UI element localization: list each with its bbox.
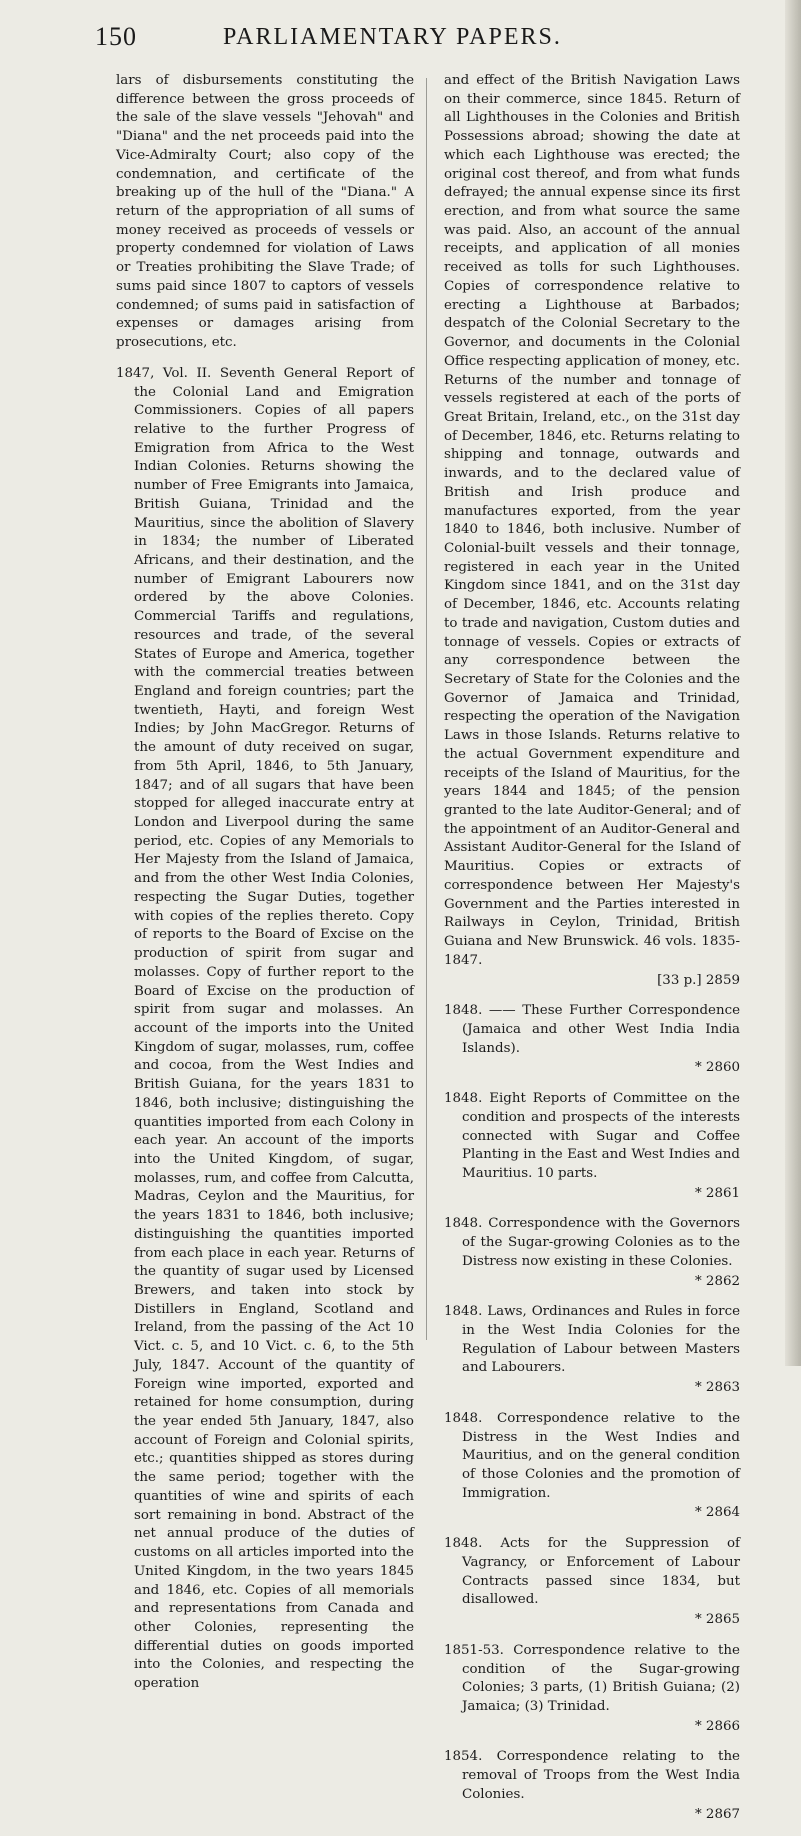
entry-text: 1848. Eight Reports of Committee on the condition and prospects of the interests connected with Sugar and Coffee Planting in the East and West Indies and Mauritius. 10 parts. [444,1091,740,1181]
entry-ref: * 2862 [694,1273,740,1289]
entry-text: 1848. Laws, Ordinances and Rules in force in the West India Colonies for the Regulation of Labour between Masters and Labourers. [444,1304,740,1376]
right-continuation-text: and effect of the British Navigation Laws on their commerce, since 1845. Return of all Lighthouses in the Colonies and British Possessions abroad; showing the date at which each Lighthouse was erected; the original cost thereof, and from what funds defrayed; the annual expense since its first erection, and from what source the same was paid. Also, an account of the annual receipts, and application of all monies received as tolls for such Lighthouses. Copies of correspondence relative to erecting a Lighthouse at Barbados; despatch of the Colonial Secretary to the Governor, and documents in the Colonial Office respecting application of money, etc. Returns of the number and tonnage of vessels registered at each of the ports of Great Britain, Ireland, etc., on the 31st day of December, 1846, etc. Returns relating to shipping and tonnage, outwards and inwards, and to the declared value of British and Irish produce and manufactures exported, from the year 1840 to 1846, both inclusive. Number of Colonial-built vessels and their tonnage, registered in each year in the United Kingdom since 1841, and on the 31st day of December, 1846, etc. Accounts relating to trade and navigation, Custom duties and tonnage of vessels. Copies or extracts of any correspondence between the Secretary of State for the Colonies and the Governor of Jamaica and Trinidad, respecting the operation of the Navigation Laws in those Islands. Returns relative to the actual Government expenditure and receipts of the Island of Mauritius, for the years 1844 and 1845; of the pension granted to the late Auditor-General; and of the appointment of an Auditor-General and Assistant Auditor-General for the Island of Mauritius. Copies or extracts of correspondence between Her Majesty's Government and the Parties interested in Railways in Ceylon, Trinidad, British Guiana and New Brunswick. 46 vols. 1835-1847. [444,73,740,968]
entry-text: 1851-53. Correspondence relative to the condition of the Sugar-growing Colonies; 3 parts, (1) British Guiana; (2) Jamaica; (3) Trinidad. [444,1642,740,1714]
page-number: 150 [95,22,137,51]
catalogue-entry [444,1002,740,1078]
entry-ref: * 2863 [694,1380,740,1396]
entry-ref: * 2861 [694,1185,740,1201]
entry-text: 1854. Correspondence relating to the removal of Troops from the West India Colonies. [444,1749,740,1802]
right-column [444,72,740,1836]
entry-ref: * 2866 [694,1718,740,1734]
running-title: PARLIAMENTARY PAPERS. [223,24,562,50]
entry-text: 1848. Acts for the Suppression of Vagrancy, or Enforcement of Labour Contracts passed since 1834, but disallowed. [444,1536,740,1608]
left-continuation-text: lars of disbursements constituting the difference between the gross proceeds of the sale of the slave vessels "Jehovah" and "Diana" and the net proceeds paid into the Vice-Admiralty Court; also copy of the condemnation, and certificate of the breaking up of the hull of the "Diana." A return of the appropriation of all sums of money received as proceeds of vessels or property condemned for violation of Laws or Treaties prohibiting the Slave Trade; of sums paid since 1807 to captors of vessels condemned; of sums paid in satisfaction of expenses or damages arising from prosecutions, etc. [116,73,414,351]
column-divider [426,78,427,1340]
catalogue-entry [444,1535,740,1630]
catalogue-entry [444,1303,740,1398]
catalogue-entry [444,1748,740,1824]
right-continuation [444,72,740,990]
catalogue-entry [444,1215,740,1291]
entry-ref: * 2867 [694,1806,740,1822]
left-column [116,72,414,1706]
entry-ref: * 2865 [694,1612,740,1628]
entry-text: 1848. —— These Further Correspondence (Jamaica and other West India India Islands). [444,1003,740,1056]
entry-text: 1848. Correspondence relative to the Distress in the West Indies and Mauritius, and on the general condition of those Colonies and the promotion of Immigration. [444,1410,740,1501]
catalogue-entry [444,1410,740,1523]
page-header [0,22,801,52]
entry-ref: * 2864 [694,1505,740,1521]
entry-1847: 1847, Vol. II. Seventh General Report of the Colonial Land and Emigration Commissioners. Copies of all papers relative to the further Progress of Emigration from Africa to the West Indian Colonies. Returns showing the number of Free Emigrants into Jamaica, British Guiana, Trinidad and the Mauritius, since the abolition of Slavery in 1834; the number of Liberated Africans, and their destination, and the number of Emigrant Labourers now ordered by the above Colonies. Commercial Tariffs and regulations, resources and trade, of the several States of Europe and America, together with the commercial treaties between England and foreign countries; part the twentieth, Hayti, and foreign West Indies; by John MacGregor. Returns of the amount of duty received on sugar, from 5th April, 1846, to 5th January, 1847; and of all sugars that have been stopped for alleged inaccurate entry at London and Liverpool during the same period, etc. Copies of any Memorials to Her Majesty from the Island of Jamaica, and from the other West India Colonies, respecting the Sugar Duties, together with copies of the replies thereto. Copy of reports to the Board of Excise on the production of spirit from sugar and molasses. Copy of further report to the Board of Excise on the production of spirit from sugar and molasses. An account of the imports into the United Kingdom of sugar, molasses, rum, coffee and cocoa, from the West Indies and British Guiana, for the years 1831 to 1846, both inclusive; distinguishing the quantities imported from each Colony in each year. An account of the imports into the United Kingdom, of sugar, molasses, rum, and coffee from Calcutta, Madras, Ceylon and the Mauritius, for the years 1831 to 1846, both inclusive; distinguishing the quantities imported from each place in each year. Returns of the quantity of sugar used by Licensed Brewers, and taken into stock by Distillers in England, Scotland and Ireland, from the passing of the Act 10 Vict. c. 5, and 10 Vict. c. 6, to the 5th July, 1847. Account of the quantity of Foreign wine imported, exported and retained for home consumption, during the year ended 5th January, 1847, also account of Foreign and Colonial spirits, etc.; quantities shipped as stores during the same period; together with the quantities of wine and spirits of each sort remaining in bond. Abstract of the net annual produce of the duties of customs on all articles imported into the United Kingdom, in the two years 1845 and 1846, etc. Copies of all memorials and representations from Canada and other Colonies, representing the differential duties on goods imported into the Colonies, and respecting the operation [116,365,414,1692]
entry-ref: * 2860 [694,1060,740,1076]
catalogue-ref: [33 p.] 2859 [657,972,740,988]
entry-text: 1848. Correspondence with the Governors of the Sugar-growing Colonies as to the Distress now existing in these Colonies. [444,1216,740,1269]
catalogue-entry [444,1642,740,1737]
catalogue-entry [444,1090,740,1203]
page-edge-shadow [785,0,801,1366]
